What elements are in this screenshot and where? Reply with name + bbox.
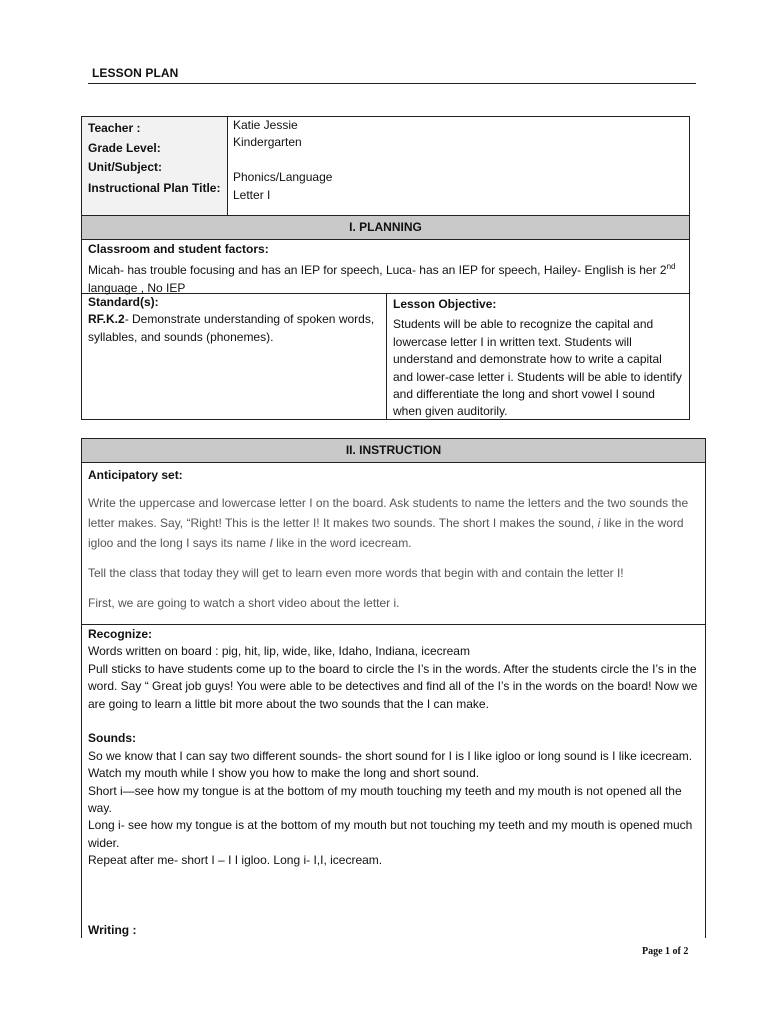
sounds-text: So we know that I can say two different sounds- the short sound for I is I like igloo or long sound is I like icecream. Watch my mouth while I show you how to make the long and short sound.: [88, 748, 693, 781]
recognize-text: Pull sticks to have students come up to the board to circle the I’s in the words. After the students circle the I’s in the word. Say “ Great job guys! You were able to be detectives and find all of the I’s in the words on the board! Now we are going to learn a little bit more about the two sounds that the I can make.: [88, 661, 698, 711]
planning-heading: I. PLANNING: [82, 216, 689, 240]
unit-subject-label: Unit/Subject:: [88, 160, 162, 174]
document-title: LESSON PLAN: [92, 66, 179, 80]
short-i-text: Short i—see how my tongue is at the bottom of my mouth touching my teeth and my mouth is not opened all the way.: [88, 783, 682, 816]
spacer: [88, 713, 699, 730]
teacher-label: Teacher :: [88, 121, 141, 135]
plan-title-label: Instructional Plan Title:: [88, 180, 221, 195]
sounds-label: Sounds:: [88, 731, 136, 746]
student-factors-cell: [82, 240, 689, 294]
recognize-words: Words written on board : pig, hit, lip, wide, like, Idaho, Indiana, icecream: [88, 644, 470, 659]
anticipatory-paragraph-1: [88, 494, 698, 553]
standards-text: [88, 311, 380, 346]
page-label: Page: [642, 946, 666, 957]
standards-label: Standard(s):: [88, 295, 159, 309]
repeat-text: Repeat after me- short I – I I igloo. Long i- I,I, icecream.: [88, 853, 383, 868]
factors-superscript: nd: [666, 262, 676, 272]
page-number: [642, 946, 688, 957]
antic-italic-I: I: [269, 536, 273, 550]
factors-line-2: language , No IEP: [88, 280, 186, 295]
unit-subject-value: Phonics/Language: [233, 170, 333, 185]
writing-label: Writing :: [88, 922, 137, 937]
objective-cell: [387, 294, 689, 419]
page-total: 2: [683, 946, 689, 957]
antic-italic-i: i: [597, 516, 601, 531]
teacher-value: Katie Jessie: [233, 118, 298, 132]
anticipatory-set-label: Anticipatory set:: [88, 468, 183, 482]
standard-description: - Demonstrate understanding of spoken words, syllables, and sounds (phonemes).: [88, 312, 375, 344]
antic-text-b: like in the word igloo and the long I says its name: [88, 516, 684, 550]
grade-level-label: Grade Level:: [88, 140, 161, 155]
antic-text-a: Write the uppercase and lowercase letter I on the board. Ask students to name the letters and the two sounds the letter makes. Say, “Right! This is the letter I! It makes two sounds. The short I makes the sound,: [88, 496, 689, 531]
standard-code: RF.K.2: [88, 312, 125, 327]
student-factors-label: Classroom and student factors:: [88, 242, 269, 256]
spacer: [88, 870, 699, 922]
instruction-table: [81, 438, 706, 938]
anticipatory-set-cell: [82, 463, 705, 625]
page-of: of: [670, 946, 684, 957]
recognize-label: Recognize:: [88, 627, 153, 641]
plan-title-value: Letter I: [233, 187, 271, 202]
planning-table: [81, 116, 690, 420]
factors-line-1: Micah- has trouble focusing and has an IEP for speech, Luca- has an IEP for speech, Hailey- English is her: [88, 263, 657, 278]
info-labels-cell: [82, 117, 228, 216]
factors-number: 2: [659, 263, 667, 278]
objective-label: Lesson Objective:: [393, 297, 497, 311]
antic-text-c: like in the word icecream.: [272, 536, 412, 550]
anticipatory-paragraph-3: First, we are going to watch a short video about the letter i.: [88, 595, 400, 610]
grade-level-value: Kindergarten: [233, 135, 302, 150]
spacer: [233, 152, 689, 169]
anticipatory-paragraph-2: Tell the class that today they will get to learn even more words that begin with and contain the letter I!: [88, 565, 624, 580]
long-i-text: Long i- see how my tongue is at the bottom of my mouth but not touching my teeth and my mouth is opened much wider.: [88, 818, 693, 850]
objective-text: Students will be able to recognize the capital and lowercase letter I in written text. Students will understand and demonstrate how to write a capital and lower-case letter i. Students will be able to identify and differentiate the long and short vowel I sound when given auditorily.: [393, 317, 682, 419]
info-values-cell: [228, 117, 689, 216]
instruction-heading: II. INSTRUCTION: [82, 439, 705, 463]
lesson-body-cell: [82, 625, 705, 938]
standards-cell: [82, 294, 387, 419]
page-current: 1: [665, 946, 671, 957]
title-underline: [88, 83, 696, 84]
student-factors-text: [88, 258, 683, 297]
